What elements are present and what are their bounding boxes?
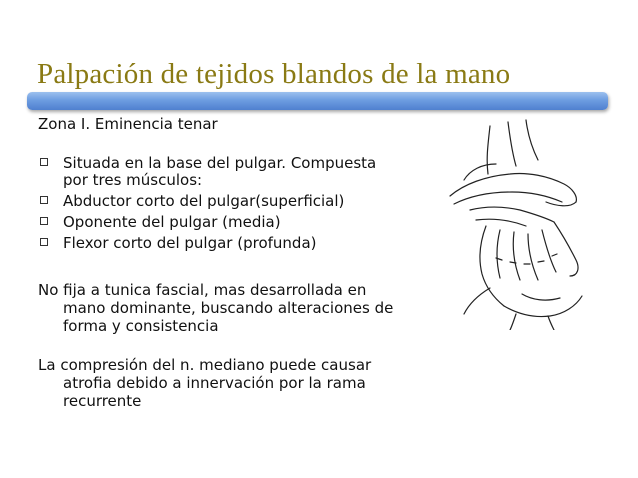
bullet-text-line: Flexor corto del pulgar (profunda): [63, 234, 317, 252]
list-item: [38, 193, 376, 210]
bullet-text-line: Situada en la base del pulgar. Compuesta: [63, 154, 377, 172]
paragraph-line: mano dominante, buscando alteraciones de: [63, 299, 394, 317]
paragraph-line: atrofia debido a innervación por la rama: [63, 374, 366, 392]
square-bullet-icon: [40, 238, 48, 246]
bullet-text-line: Oponente del pulgar (media): [63, 213, 281, 231]
zone-heading: Zona I. Eminencia tenar: [38, 115, 218, 133]
list-item: [38, 235, 376, 252]
paragraph-line: La compresión del n. mediano puede causar: [38, 356, 372, 374]
paragraph-median-nerve: [38, 356, 371, 410]
square-bullet-icon: [40, 196, 48, 204]
bullet-text-line: por tres músculos:: [63, 171, 203, 189]
slide-title: Palpación de tejidos blandos de la mano: [37, 58, 511, 90]
paragraph-fascia: [38, 281, 393, 335]
hand-palpation-illustration: [430, 118, 620, 330]
bullet-list: [38, 155, 376, 256]
bullet-text-line: Abductor corto del pulgar(superficial): [63, 192, 345, 210]
square-bullet-icon: [40, 217, 48, 225]
paragraph-line: No fija a tunica fascial, mas desarrollada en: [38, 281, 367, 299]
title-underline-bar: [27, 92, 608, 110]
paragraph-line: recurrente: [63, 392, 142, 410]
list-item: [38, 155, 376, 189]
paragraph-line: forma y consistencia: [63, 317, 219, 335]
square-bullet-icon: [40, 158, 48, 166]
list-item: [38, 214, 376, 231]
